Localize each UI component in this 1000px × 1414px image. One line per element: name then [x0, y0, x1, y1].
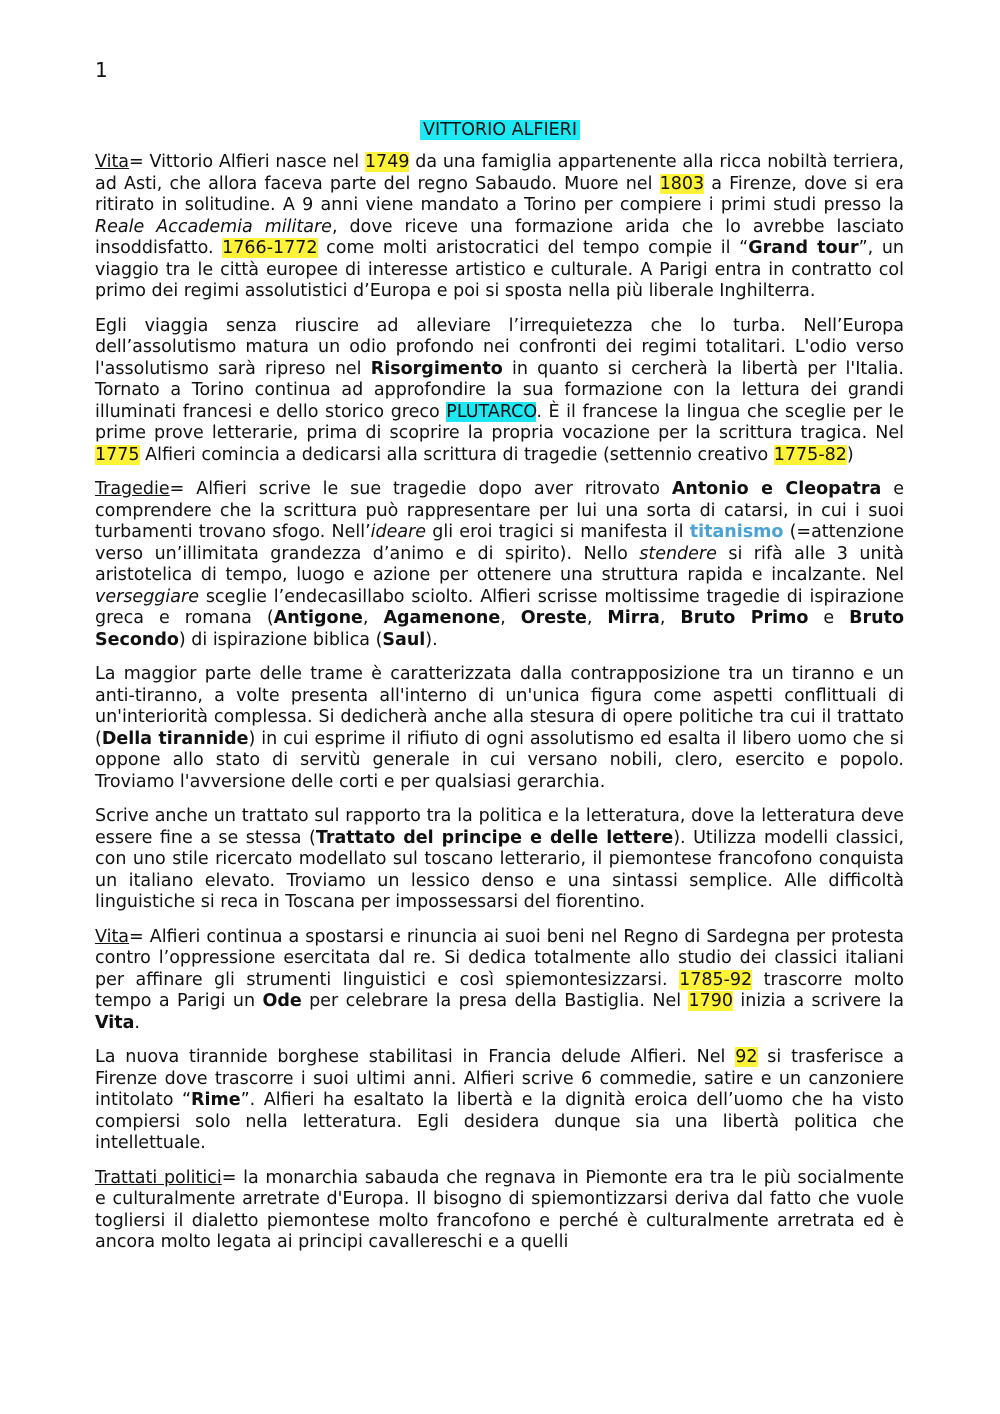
text-run: . È il francese la lingua che sceglie per le prime prove letterarie, prima di scoprire la propria vocazione per la scrittura tragica. Nel: [95, 401, 904, 443]
document-title: [0, 118, 1000, 142]
paragraph: [95, 806, 904, 914]
paragraph: [95, 152, 904, 303]
text-run-u: Vita: [95, 926, 130, 947]
text-run: ) in cui esprime il rifiuto di ogni assolutismo ed esalta il libero uomo che si oppone allo stato di servitù generale in cui versano nobili, clero, esercito e popolo. Troviamo l'avversione delle corti e per qualsiasi gerarchia.: [95, 728, 904, 792]
text-run: La maggior parte delle trame è caratterizzata dalla contrapposizione tra un tiranno e un anti-tiranno, a volte presenta all'interno di un'unica figura come aspetti conflittuali di un'interiorità complessa. Si dedicherà anche alla stesura di opere politiche tra cui il trattato (: [95, 664, 904, 749]
text-run-b: Antigone: [273, 608, 363, 628]
text-run: Egli viaggia senza riuscire ad alleviare l’irrequietezza che lo turba. Nell’Europa dell’assolutismo matura un odio profondo nei confronti dei regimi totalitari. L'odio verso l'assolutismo sarà ripreso nel: [95, 315, 904, 379]
text-run: = Alfieri continua a spostarsi e rinuncia ai suoi beni nel Regno di Sardegna per protesta contro l’oppressione esercitata dal re. Si dedica totalmente allo studio dei classici italiani per affinare gli strumenti linguistici e così spiemontesizzarsi.: [95, 926, 904, 990]
text-run-b: Saul: [382, 629, 426, 650]
text-run-b: Mirra: [607, 608, 660, 628]
text-run: ): [846, 444, 854, 465]
text-run-hy: 92: [735, 1047, 758, 1067]
text-run: ) di ispirazione biblica (: [178, 629, 383, 650]
text-run-hc: PLUTARCO: [446, 401, 537, 422]
text-run-b: Vita: [95, 1012, 135, 1033]
text-run: La nuova tirannide borghese stabilitasi in Francia delude Alfieri. Nel: [95, 1047, 736, 1067]
text-run: gli eroi tragici si manifesta il: [426, 522, 690, 542]
paragraph: [95, 1168, 904, 1254]
paragraph: [95, 927, 904, 1035]
text-run-b: Bruto Secondo: [95, 608, 904, 650]
text-run-hy: 1749: [364, 152, 410, 172]
text-run-hy: 1803: [659, 173, 705, 194]
text-run-hy: 1785-92: [679, 969, 753, 990]
text-run-i: stendere: [639, 543, 717, 564]
text-run-b: Rime: [191, 1090, 241, 1110]
text-run: ).: [425, 629, 438, 650]
text-run-blue: titanismo: [689, 522, 784, 542]
text-run: (=attenzione verso un’illimitata grandezza d’animo e di spirito). Nello: [95, 522, 904, 564]
text-run: ,: [362, 608, 384, 628]
title-text: VITTORIO ALFIERI: [420, 120, 580, 140]
text-run-b: Della tirannide: [101, 728, 249, 749]
text-run: come molti aristocratici del tempo compie il “: [317, 238, 749, 258]
text-run-hy: 1766-1772: [222, 238, 318, 258]
text-run-b: Grand tour: [748, 238, 859, 258]
document-body: [95, 152, 904, 1267]
text-run-hy: 1775-82: [773, 444, 847, 465]
text-run-b: Antonio e Cleopatra: [671, 479, 882, 499]
text-run: .: [134, 1012, 140, 1033]
text-run: ”. Alfieri ha esaltato la libertà e la dignità eroica dell’uomo che ha visto compiersi solo nella letteratura. Egli desidera dunque sia una libertà politica che intellettuale.: [95, 1090, 904, 1153]
text-run: ,: [586, 608, 608, 628]
paragraph: [95, 664, 904, 793]
text-run: si rifà alle 3 unità aristotelica di tempo, luogo e azione per ottenere una struttura rapida e incalzante. Nel: [95, 543, 904, 585]
text-run: da una famiglia appartenente alla ricca nobiltà terriera, ad Asti, che allora faceva parte del regno Sabaudo. Muore nel: [95, 152, 905, 194]
paragraph: [95, 479, 904, 651]
text-run: Scrive anche un trattato sul rapporto tra la politica e la letteratura, dove la letteratura deve essere fine a se stessa (: [95, 806, 904, 848]
text-run-b: Agamenone: [383, 608, 501, 628]
paragraph: [95, 1047, 904, 1155]
text-run: = la monarchia sabauda che regnava in Piemonte era tra le più socialmente e culturalmente arretrate d'Europa. Il bisogno di spiemontizzarsi deriva dal fatto che vuole togliersi il dialetto piemontese molto francofono e perché è culturalmente arretrata ed è ancora molto legata ai principi cavallereschi e a quelli: [95, 1167, 904, 1252]
text-run: e comprendere che la scrittura può rappresentare per lui una sorta di catarsi, in cui i suoi turbamenti trovano sfogo. Nell’: [95, 479, 904, 542]
text-run: in quanto si cercherà la libertà per l'Italia. Tornato a Torino continua ad approfondire la sua formazione con la lettura dei grandi illuminati francesi e dello storico greco: [95, 358, 904, 422]
text-run: e: [808, 608, 850, 628]
text-run-i: ideare: [370, 522, 427, 542]
text-run-hy: 1775: [95, 444, 140, 465]
text-run: Alfieri comincia a dedicarsi alla scrittura di tragedie (settennio creativo: [139, 444, 774, 465]
paragraph: [95, 316, 904, 467]
text-run-i: Reale Accademia militare: [95, 216, 332, 237]
text-run: ,: [500, 608, 521, 628]
text-run-u: Tragedie: [95, 479, 170, 499]
text-run-b: Bruto Primo: [680, 608, 809, 628]
text-run-i: verseggiare: [95, 586, 199, 607]
page-number: 1: [95, 58, 108, 82]
text-run: per celebrare la presa della Bastiglia. Nel: [301, 991, 689, 1011]
text-run: trascorre molto tempo a Parigi un: [95, 969, 905, 1011]
text-run: , dove riceve una formazione arida che lo avrebbe lasciato insoddisfatto.: [95, 216, 905, 258]
text-run-b: Trattato del principe e delle lettere: [315, 827, 674, 848]
text-run: sceglie l’endecasillabo sciolto. Alfieri scrisse moltissime tragedie di ispirazione greca e romana (: [95, 586, 904, 628]
text-run: ). Utilizza modelli classici, con uno stile ricercato modellato sul toscano letterario, il piemontese francofono conquista un italiano elevato. Troviamo un lessico denso e una sintassi semplice. Alle difficoltà linguistiche si reca in Toscana per impossessarsi del fiorentino.: [95, 827, 905, 912]
text-run-b: Oreste: [520, 608, 587, 628]
text-run-b: Ode: [262, 991, 302, 1011]
text-run: si trasferisce a Firenze dove trascorre i suoi ultimi anni. Alfieri scrive 6 commedie, satire e un canzoniere intitolato “: [95, 1047, 905, 1110]
text-run-u: Trattati politici: [95, 1167, 222, 1188]
text-run-b: Risorgimento: [370, 358, 503, 379]
text-run: ”, un viaggio tra le città europee di interesse artistico e culturale. A Parigi entra in contratto col primo dei regimi assolutistici d’Europa e poi si sposta nella più liberale Inghilterra.: [95, 238, 905, 301]
text-run-hy: 1790: [688, 991, 734, 1011]
text-run-u: Vita: [95, 152, 130, 172]
text-run: = Vittorio Alfieri nasce nel: [129, 152, 365, 172]
text-run: = Alfieri scrive le sue tragedie dopo aver ritrovato: [169, 479, 672, 499]
text-run: inizia a scrivere la: [733, 991, 904, 1011]
text-run: ,: [659, 608, 681, 628]
text-run: a Firenze, dove si era ritirato in solitudine. A 9 anni viene mandato a Torino per compiere i primi studi presso la: [95, 173, 904, 215]
